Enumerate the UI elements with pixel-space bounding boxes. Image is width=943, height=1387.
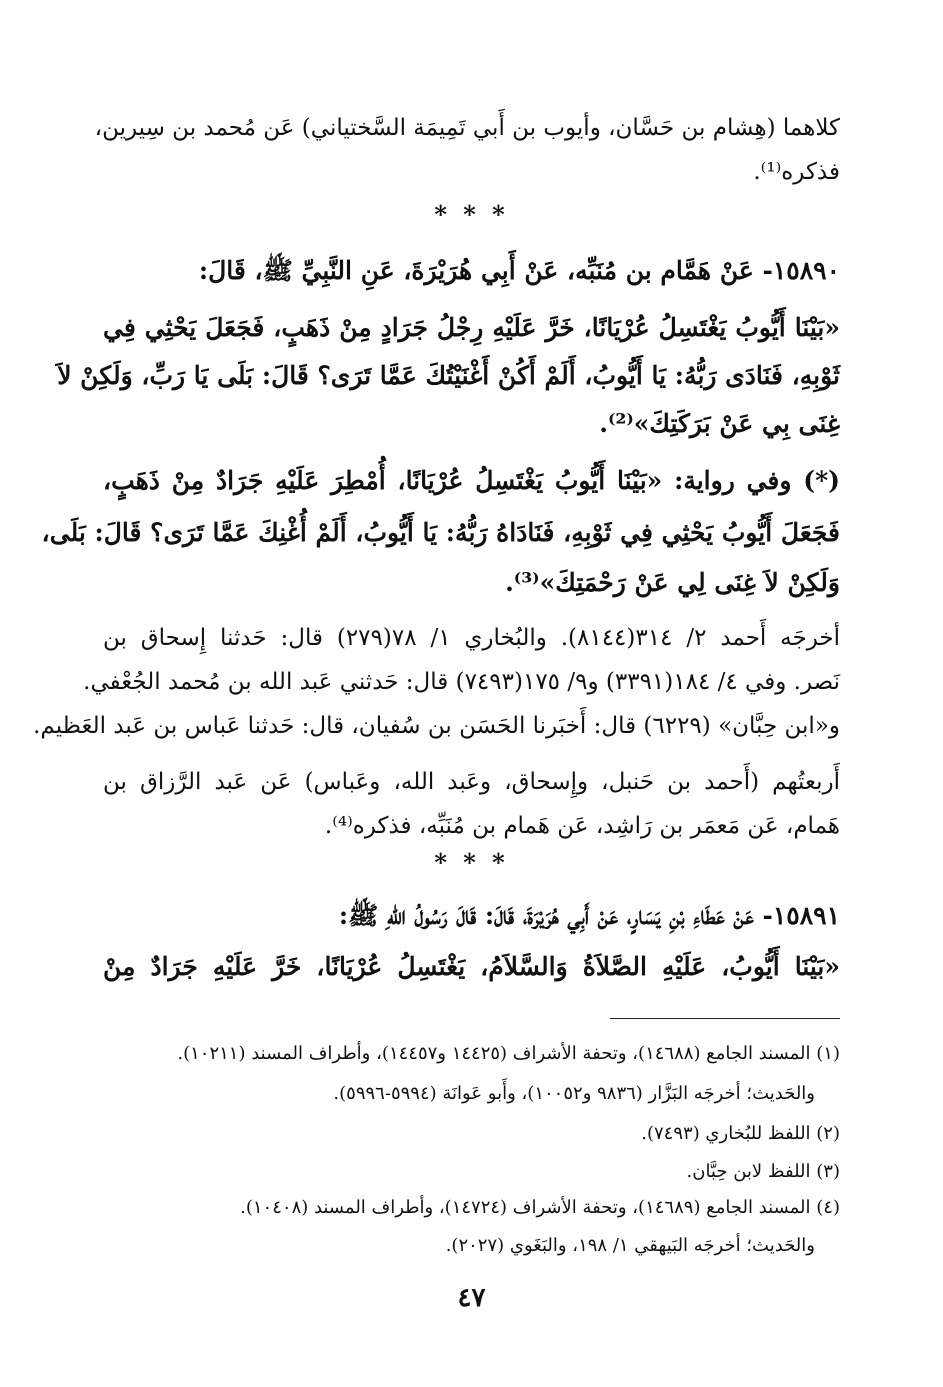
hadith-text-line: «بَيْنَا أَيُّوبُ، عَلَيْهِ الصَّلاَةُ وَالسَّلاَمُ، يَغْتَسِلُ عُرْيَانًا، خَرَّ عَلَيْهِ جَرَادٌ مِنْ: [103, 952, 840, 981]
top-paragraph-line: كلاهما (هِشام بن حَسَّان، وأيوب بن أَبي تَمِيمَة السَّختياني) عَن مُحمد بن سِيرين،: [94, 115, 840, 141]
top-paragraph-line: فذكره⁽¹⁾.: [753, 159, 840, 185]
footnote: (٣) اللفظ لابن حِبَّان.: [686, 1161, 840, 1182]
footnote: (١) المسند الجامع (١٤٦٨٨)، وتحفة الأشراف (١٤٤٢٥ و١٤٤٥٧)، وأطراف المسند (١٠٢١١).: [177, 1043, 840, 1064]
page-number: ٤٧: [457, 1283, 486, 1313]
variant-line: فَجَعَلَ أَيُّوبُ يَحْثِي فِي ثَوْبِهِ، فَنَادَاهُ رَبُّهُ: يَا أَيُّوبُ، أَلَمْ أُغْنِكَ عَمَّا تَرَى؟ قَالَ: بَلَى،: [41, 518, 840, 547]
footnote: (٢) اللفظ للبُخاري (٧٤٩٣).: [641, 1123, 840, 1144]
hadith-text-line: ثَوْبِهِ، فَنَادَى رَبُّهُ: يَا أَيُّوبُ، أَلَمْ أَكُنْ أَغْنَيْتُكَ عَمَّا تَرَى؟ قَالَ: بَلَى يَا رَبِّ، وَلَكِنْ لاَ: [57, 361, 840, 390]
takhrij-line: نَصر. وفي ٤/ ١٨٤(٣٣٩١) و٩/ ١٧٥(٧٤٩٣) قال: حَدثني عَبد الله بن مُحمد الجُعْفي.: [83, 669, 840, 695]
hadith-text-line: غِنَى بِي عَنْ بَرَكَتِكَ»⁽²⁾.: [599, 409, 840, 438]
chain-line: أَربعتُهم (أَحمد بن حَنبل، وإِسحاق، وعَبد الله، وعَباس) عَن عَبد الرَّزاق بن: [103, 769, 840, 795]
footnote-rule: [610, 1018, 840, 1019]
hadith-header: ١٥٨٩١- عَنْ عَطَاءِ بْنِ يَسَارٍ، عَنْ أَبِي هُرَيْرَةَ، قَالَ: قَالَ رَسُولُ اللهِ ﷺ:: [338, 901, 840, 930]
section-separator: * * *: [434, 848, 509, 877]
variant-line: وَلَكِنْ لاَ غِنَى لِي عَنْ رَحْمَتِكَ»⁽³⁾.: [505, 568, 840, 597]
hadith-text-line: «بَيْنَا أَيُّوبُ يَغْتَسِلُ عُرْيَانًا، خَرَّ عَلَيْهِ رِجْلُ جَرَادٍ مِنْ ذَهَبٍ، فَجَعَلَ يَحْثِي فِي: [103, 313, 840, 342]
footnote-continuation: والحَديث؛ أخرجَه البَيهقي ١/ ١٩٨، والبَغَوي (٢٠٢٧).: [445, 1235, 815, 1256]
takhrij-line: و«ابن حِبَّان» (٦٢٢٩) قال: أَخبَرنا الحَسَن بن سُفيان، قال: حَدثنا عَباس بن عَبد العَظيم.: [33, 713, 840, 739]
section-separator: * * *: [434, 200, 509, 229]
chain-line: هَمام، عَن مَعمَر بن رَاشِد، عَن هَمام بن مُنَبِّه، فذكره⁽⁴⁾.: [324, 813, 840, 839]
takhrij-line: أخرجَه أَحمد ٢/ ٣١٤(٨١٤٤). والبُخاري ١/ ٧٨(٢٧٩) قال: حَدثنا إِسحاق بن: [103, 625, 841, 651]
hadith-header: ١٥٨٩٠- عَنْ هَمَّام بن مُنَبِّه، عَنْ أَبِي هُرَيْرَةَ، عَنِ النَّبِيِّ ﷺ، قَالَ:: [198, 256, 840, 285]
footnote-continuation: والحَديث؛ أخرجَه البَزَّار (٩٨٣٦ و١٠٠٥٢)، وأَبو عَوانَة (٥٩٩٤-٥٩٩٦).: [333, 1083, 815, 1104]
footnote: (٤) المسند الجامع (١٤٦٨٩)، وتحفة الأشراف (١٤٧٢٤)، وأطراف المسند (١٠٤٠٨).: [240, 1197, 840, 1218]
variant-line: (*) وفي رواية: «بَيْنَا أَيُّوبُ يَغْتَسِلُ عُرْيَانًا، أُمْطِرَ عَلَيْهِ جَرَادٌ مِنْ ذَهَبٍ،: [103, 466, 840, 495]
